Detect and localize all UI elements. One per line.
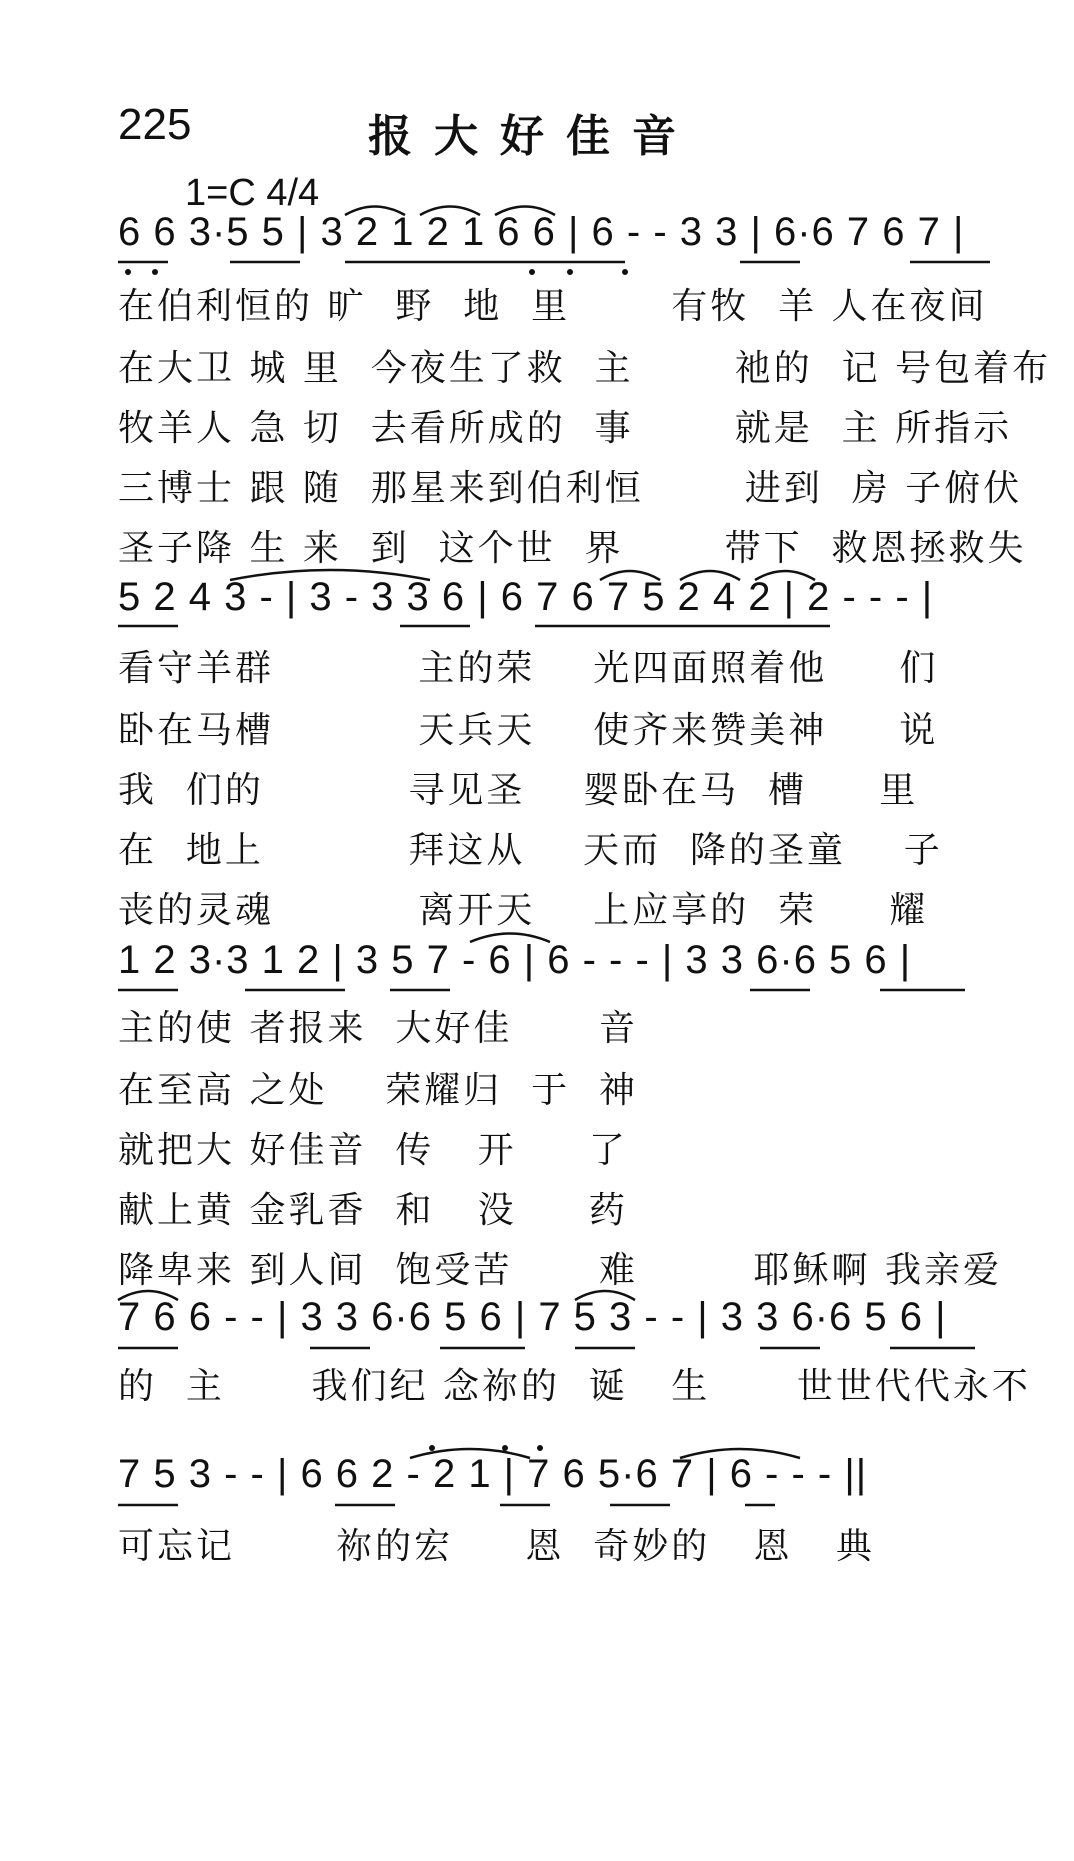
lyric-line: 在至高 之处 荣耀归 于 神 bbox=[118, 1070, 638, 1111]
lyric-line: 可忘记 祢的宏 恩 奇妙的 恩 典 bbox=[118, 1526, 875, 1567]
key-signature: 1=C 4/4 bbox=[185, 172, 320, 214]
lyric-line: 的 主 我们纪 念祢的 诞 生 世世代代永不 bbox=[118, 1366, 1031, 1407]
octave-dot bbox=[502, 1445, 508, 1451]
octave-dot bbox=[537, 1445, 543, 1451]
notation-line-3: 1 2 3·3 1 2 | 3 5 7 - 6 | 6 - - - | 3 3 6·6 5 6 | bbox=[118, 938, 912, 982]
lyric-line: 三博士 跟 随 那星来到伯利恒 进到 房 子俯伏 bbox=[118, 468, 1023, 509]
notation-line-5: 7 5 3 - - | 6 6 2 - 2 1 | 7 6 5·6 7 | 6 - - - || bbox=[118, 1452, 868, 1496]
lyric-line: 卧在马槽 天兵天 使齐来赞美神 说 bbox=[118, 710, 939, 751]
header bbox=[118, 100, 978, 170]
octave-dot bbox=[152, 269, 158, 275]
lyric-line: 看守羊群 主的荣 光四面照着他 们 bbox=[118, 648, 939, 689]
notation-line-4: 7 6 6 - - | 3 3 6·6 5 6 | 7 5 3 - - | 3 3 6·6 5 6 | bbox=[118, 1295, 947, 1339]
lyric-line: 在大卫 城 里 今夜生了救 主 祂的 记 号包着布 bbox=[118, 348, 1052, 389]
lyric-line: 主的使 者报来 大好佳 音 bbox=[118, 1008, 638, 1049]
octave-dot bbox=[125, 269, 131, 275]
lyric-line: 在伯利恒的 旷 野 地 里 有牧 羊 人在夜间 bbox=[118, 286, 988, 327]
lyric-line: 圣子降 生 来 到 这个世 界 带下 救恩拯救失 bbox=[118, 528, 1027, 569]
notation-line-2: 5 2 4 3 - | 3 - 3 3 6 | 6 7 6 7 5 2 4 2 | 2 - - - | bbox=[118, 575, 934, 619]
lyric-line: 在 地上 拜这从 天而 降的圣童 子 bbox=[118, 830, 943, 871]
lyric-line: 就把大 好佳音 传 开 了 bbox=[118, 1130, 628, 1171]
octave-dot bbox=[529, 269, 535, 275]
notation-line-1: 6 6 3·5 5 | 3 2 1 2 1 6 6 | 6 - - 3 3 | 6·6 7 6 7 | bbox=[118, 210, 965, 254]
lyric-line: 降卑来 到人间 饱受苦 难 耶稣啊 我亲爱 bbox=[118, 1250, 1002, 1291]
octave-dot bbox=[622, 269, 628, 275]
hymn-title: 报大好佳音 bbox=[368, 111, 698, 162]
hymn-number: 225 bbox=[118, 100, 192, 149]
lyric-line: 牧羊人 急 切 去看所成的 事 就是 主 所指示 bbox=[118, 408, 1013, 449]
lyric-line: 献上黄 金乳香 和 没 药 bbox=[118, 1190, 628, 1231]
octave-dot bbox=[429, 1445, 435, 1451]
lyric-line: 丧的灵魂 离开天 上应享的 荣 耀 bbox=[118, 890, 929, 931]
lyric-line: 我 们的 寻见圣 婴卧在马 槽 里 bbox=[118, 770, 919, 811]
octave-dot bbox=[567, 269, 573, 275]
